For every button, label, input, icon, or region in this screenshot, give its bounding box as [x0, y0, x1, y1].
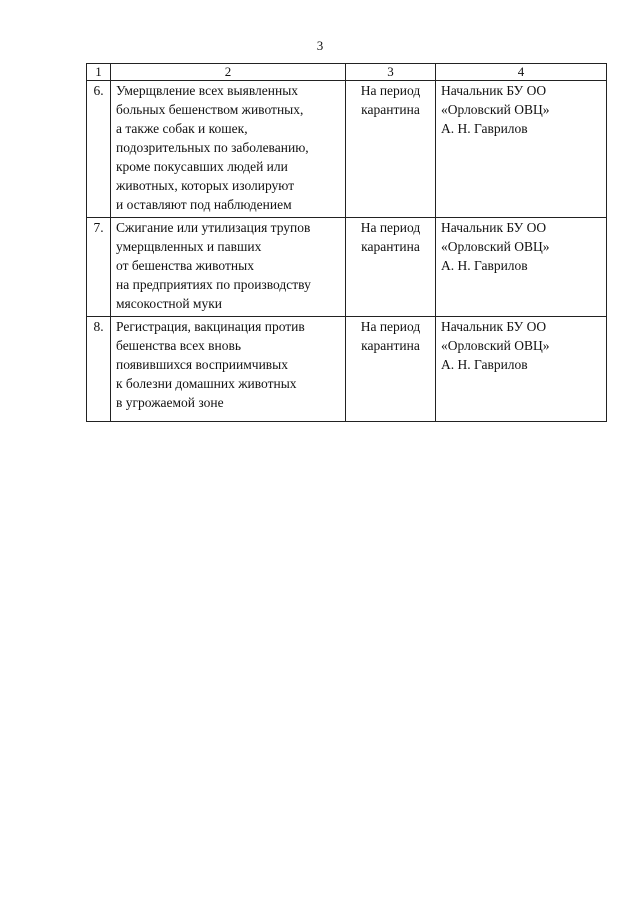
row-number: 6.: [87, 81, 111, 218]
measure-line: подозрительных по заболеванию,: [116, 140, 309, 155]
term-line: карантина: [361, 338, 420, 353]
measure-line: Регистрация, вакцинация против: [116, 319, 305, 334]
measure-line: появившихся восприимчивых: [116, 357, 288, 372]
header-col-4: 4: [436, 64, 607, 81]
term-line: На период: [360, 319, 421, 334]
responsible-cell: [436, 218, 607, 317]
row-number: 7.: [87, 218, 111, 317]
term-line: карантина: [361, 102, 420, 117]
measures-table: [86, 63, 607, 422]
term-cell: [346, 81, 436, 218]
measure-line: в угрожаемой зоне: [116, 395, 224, 410]
measure-line: мясокостной муки: [116, 296, 222, 311]
responsible-line: А. Н. Гаврилов: [441, 357, 528, 372]
responsible-cell: [436, 317, 607, 422]
measure-line: Сжигание или утилизация трупов: [116, 220, 311, 235]
responsible-line: А. Н. Гаврилов: [441, 121, 528, 136]
measure-line: Умерщвление всех выявленных: [116, 83, 299, 98]
header-col-2: 2: [111, 64, 346, 81]
term-line: На период: [360, 83, 421, 98]
term-line: карантина: [361, 239, 420, 254]
table-row: [87, 317, 607, 422]
row-number: 8.: [87, 317, 111, 422]
responsible-line: А. Н. Гаврилов: [441, 258, 528, 273]
responsible-cell: [436, 81, 607, 218]
measure-line: бешенства всех вновь: [116, 338, 242, 353]
measure-cell: [111, 81, 346, 218]
measure-line: животных, которых изолируют: [116, 178, 295, 193]
responsible-line: Начальник БУ ОО: [441, 83, 547, 98]
term-line: На период: [360, 220, 421, 235]
responsible-line: Начальник БУ ОО: [441, 220, 547, 235]
term-cell: [346, 218, 436, 317]
term-cell: [346, 317, 436, 422]
responsible-line: «Орловский ОВЦ»: [441, 338, 550, 353]
table-row: [87, 81, 607, 218]
measure-line: на предприятиях по производству: [116, 277, 311, 292]
measure-line: больных бешенством животных,: [116, 102, 304, 117]
measure-line: к болезни домашних животных: [116, 376, 297, 391]
header-col-1: 1: [87, 64, 111, 81]
header-col-3: 3: [346, 64, 436, 81]
measure-line: кроме покусавших людей или: [116, 159, 288, 174]
responsible-line: Начальник БУ ОО: [441, 319, 547, 334]
measure-cell: [111, 317, 346, 422]
measure-line: и оставляют под наблюдением: [116, 197, 292, 212]
responsible-line: «Орловский ОВЦ»: [441, 102, 550, 117]
measure-cell: [111, 218, 346, 317]
responsible-line: «Орловский ОВЦ»: [441, 239, 550, 254]
measure-line: умерщвленных и павших: [116, 239, 262, 254]
measure-line: а также собак и кошек,: [116, 121, 248, 136]
measure-line: от бешенства животных: [116, 258, 254, 273]
page-number: 3: [316, 38, 324, 53]
table-header-row: [87, 64, 607, 81]
table-row: [87, 218, 607, 317]
